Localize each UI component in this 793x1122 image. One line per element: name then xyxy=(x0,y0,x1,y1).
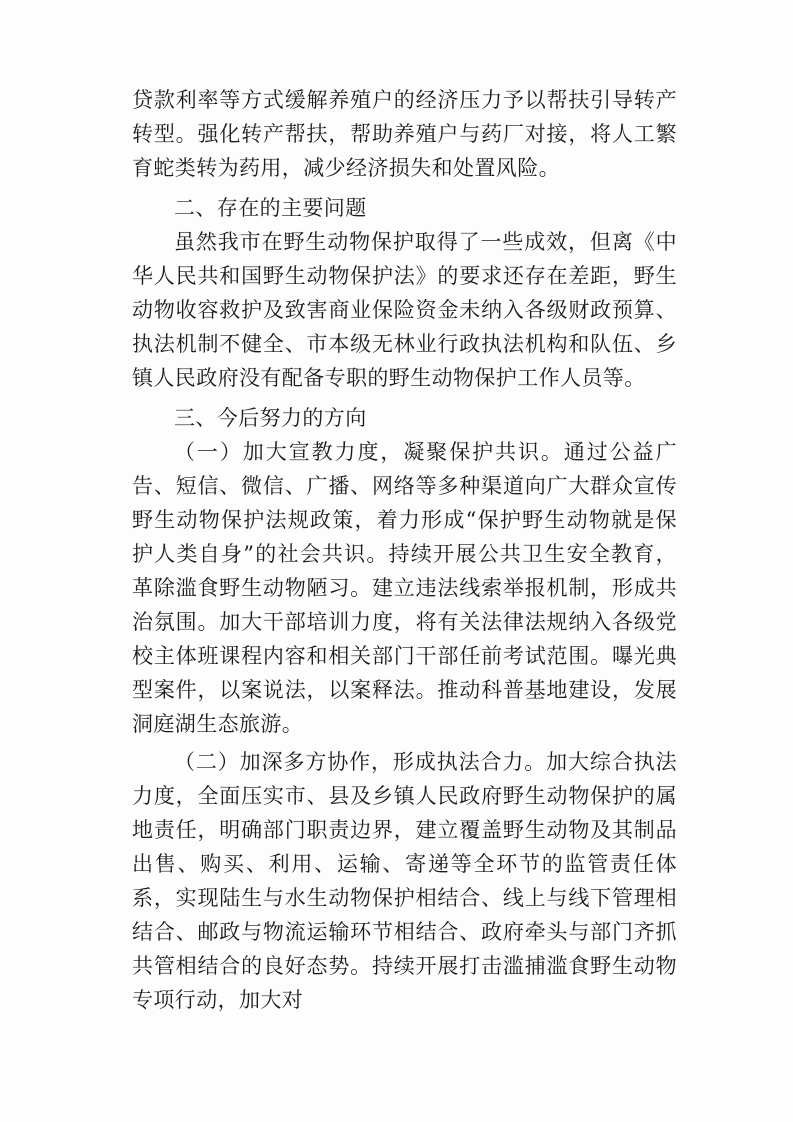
section-heading-problems: 二、存在的主要问题 xyxy=(174,196,367,220)
paragraph-publicity: （一）加大宣教力度，凝聚保护共识。通过公益广告、短信、微信、广播、网络等多种渠道向广大群众宣传野生动物保护法规政策，着力形成“保护野生动物就是保护人类自身”的社会共识。持续开展公共卫生安全教育，革除滥食野生动物陋习。建立违法线索举报机制，形成共治氛围。加大干部培训力度，将有关法律法规纳入各级党校主体班课程内容和相关部门干部任前考试范围。曝光典型案件，以案说法，以案释法。推动科普基地建设，发展洞庭湖生态旅游。 xyxy=(132,440,677,736)
section-heading-direction: 三、今后努力的方向 xyxy=(174,406,367,430)
paragraph-continued: 贷款利率等方式缓解养殖户的经济压力予以帮扶引导转产转型。强化转产帮扶，帮助养殖户与药厂对接，将人工繁育蛇类转为药用，减少经济损失和处置风险。 xyxy=(132,88,677,180)
paragraph-problems: 虽然我市在野生动物保护取得了一些成效，但离《中华人民共和国野生动物保护法》的要求还存在差距，野生动物收容救护及致害商业保险资金未纳入各级财政预算、执法机制不健全、市本级无林业行政执法机构和队伍、乡镇人民政府没有配备专职的野生动物保护工作人员等。 xyxy=(132,230,677,390)
document-body xyxy=(132,83,677,1017)
paragraph-cooperation: （二）加深多方协作，形成执法合力。加大综合执法力度，全面压实市、县及乡镇人民政府野生动物保护的属地责任，明确部门职责边界，建立覆盖野生动物及其制品出售、购买、利用、运输、寄递等全环节的监管责任体系，实现陆生与水生动物保护相结合、线上与线下管理相结合、邮政与物流运输环节相结合、政府牵头与部门齐抓共管相结合的良好态势。持续开展打击滥捕滥食野生动物专项行动，加大对 xyxy=(132,750,677,1012)
